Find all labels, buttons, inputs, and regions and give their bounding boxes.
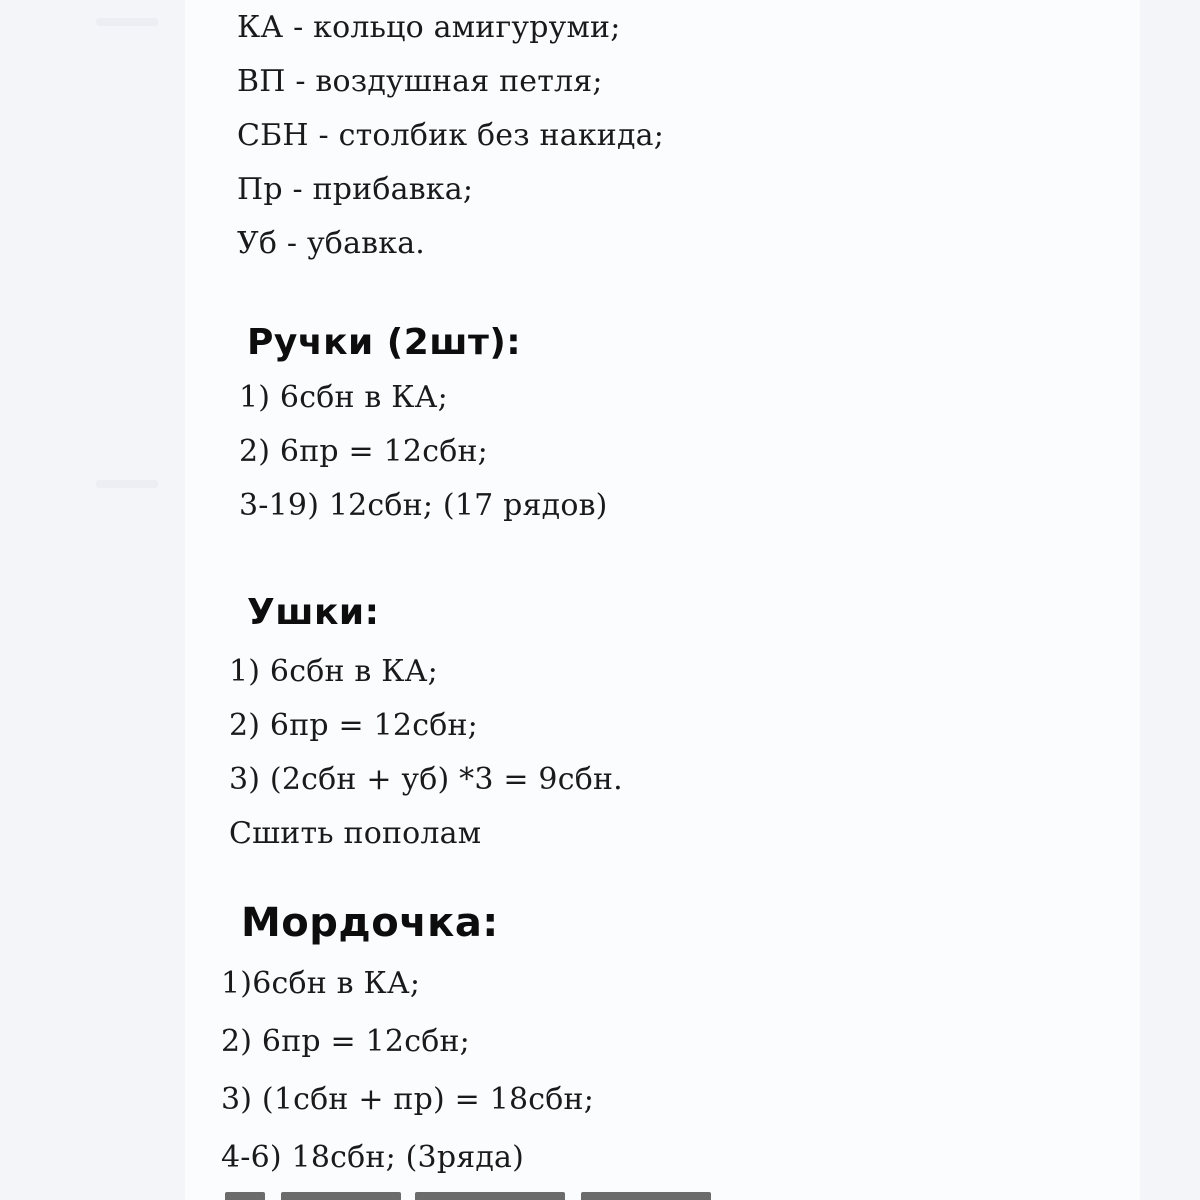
arms-row-1: 1) 6сбн в КА; bbox=[239, 380, 448, 415]
section-title-arms: Ручки (2шт): bbox=[247, 322, 522, 363]
muzzle-row-4: 4-6) 18сбн; (3ряда) bbox=[221, 1140, 525, 1175]
ears-row-3: 3) (2сбн + уб) *3 = 9сбн. bbox=[229, 762, 623, 797]
legend-line-ka: КА - кольцо амигуруми; bbox=[237, 10, 621, 45]
arms-row-3: 3-19) 12сбн; (17 рядов) bbox=[239, 488, 608, 523]
ears-row-2: 2) 6пр = 12сбн; bbox=[229, 708, 478, 743]
muzzle-row-3: 3) (1сбн + пр) = 18сбн; bbox=[221, 1082, 595, 1117]
faded-mark-middle bbox=[96, 480, 158, 488]
cut-off-text-line bbox=[225, 1188, 725, 1200]
legend-line-vp: ВП - воздушная петля; bbox=[237, 64, 603, 99]
section-title-ears: Ушки: bbox=[247, 592, 380, 633]
muzzle-row-2: 2) 6пр = 12сбн; bbox=[221, 1024, 470, 1059]
legend-line-ub: Уб - убавка. bbox=[237, 226, 426, 261]
ears-row-1: 1) 6сбн в КА; bbox=[229, 654, 438, 689]
section-title-muzzle: Мордочка: bbox=[241, 900, 499, 946]
muzzle-row-1: 1)6сбн в КА; bbox=[221, 966, 421, 1001]
pattern-document bbox=[185, 0, 1140, 1200]
faded-mark-top bbox=[96, 18, 158, 26]
ears-instruction: Сшить пополам bbox=[229, 816, 482, 851]
legend-line-sbn: СБН - столбик без накида; bbox=[237, 118, 665, 153]
legend-line-pr: Пр - прибавка; bbox=[237, 172, 474, 207]
arms-row-2: 2) 6пр = 12сбн; bbox=[239, 434, 488, 469]
